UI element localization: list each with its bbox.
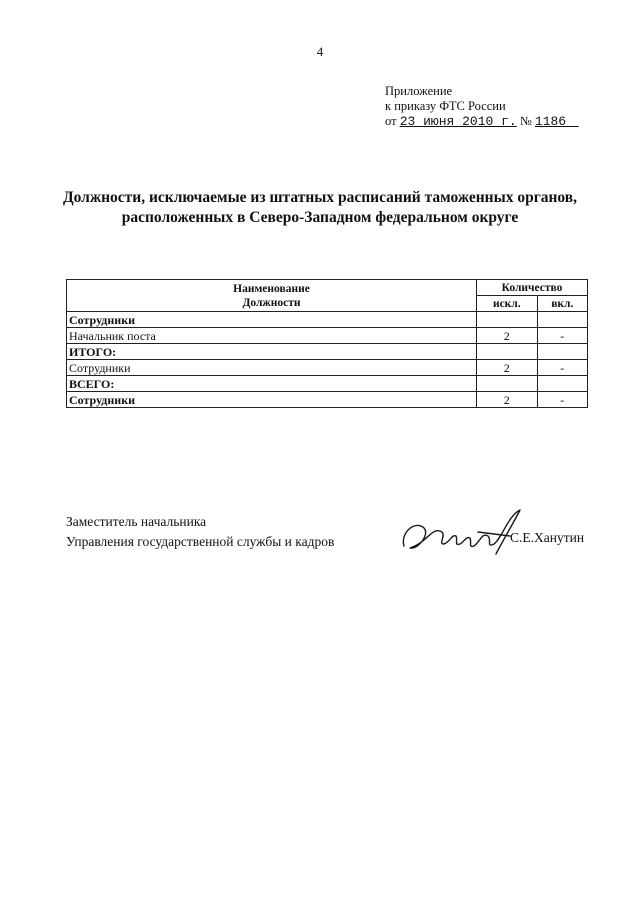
table-row [67,392,588,408]
row-included: - [537,328,587,344]
header-quantity: Количество [477,280,588,296]
appendix-date-prefix: от [385,114,397,128]
row-excluded [477,344,538,360]
appendix-date-line [385,114,579,129]
row-name: ИТОГО: [67,344,477,360]
row-included [537,312,587,328]
title-line-1: Должности, исключаемые из штатных расписаний таможенных органов, [62,189,578,206]
order-number: 1186 [534,114,567,129]
appendix-block [385,84,579,129]
row-name: Сотрудники [67,312,477,328]
row-name: Сотрудники [67,392,477,408]
signer-name: С.Е.Ханутин [510,530,585,545]
header-included: вкл. [537,296,587,312]
table-row [67,360,588,376]
table-header-row [67,280,588,296]
row-excluded [477,312,538,328]
row-included [537,376,587,392]
table-row [67,376,588,392]
header-name-line-2: Должности [242,296,301,309]
row-name: ВСЕГО: [67,376,477,392]
row-excluded: 2 [477,392,538,408]
row-excluded: 2 [477,360,538,376]
row-name: Начальник поста [67,328,477,344]
row-included [537,344,587,360]
row-included: - [537,360,587,376]
row-included: - [537,392,587,408]
header-excluded: искл. [477,296,538,312]
handwritten-signature [398,502,528,562]
table-row [67,344,588,360]
table-row [67,312,588,328]
appendix-line-2: к приказу ФТС России [385,99,506,113]
row-name: Сотрудники [67,360,477,376]
row-excluded: 2 [477,328,538,344]
positions-table [66,279,588,408]
row-excluded [477,376,538,392]
header-name-line-1: Наименование [233,282,310,295]
table-row [67,328,588,344]
order-date: 23 июня 2010 г. [399,114,517,129]
document-title [40,188,600,228]
page-number: 4 [316,44,324,59]
signatory-line-2: Управления государственной службы и кадров [66,534,335,549]
header-position-name [67,280,477,312]
title-line-2: расположенных в Северо-Западном федеральном округе [121,209,519,226]
signatory-title [66,512,334,552]
signatory-line-1: Заместитель начальника [66,514,207,529]
appendix-line-1: Приложение [385,84,453,98]
order-number-label: № [519,114,532,128]
